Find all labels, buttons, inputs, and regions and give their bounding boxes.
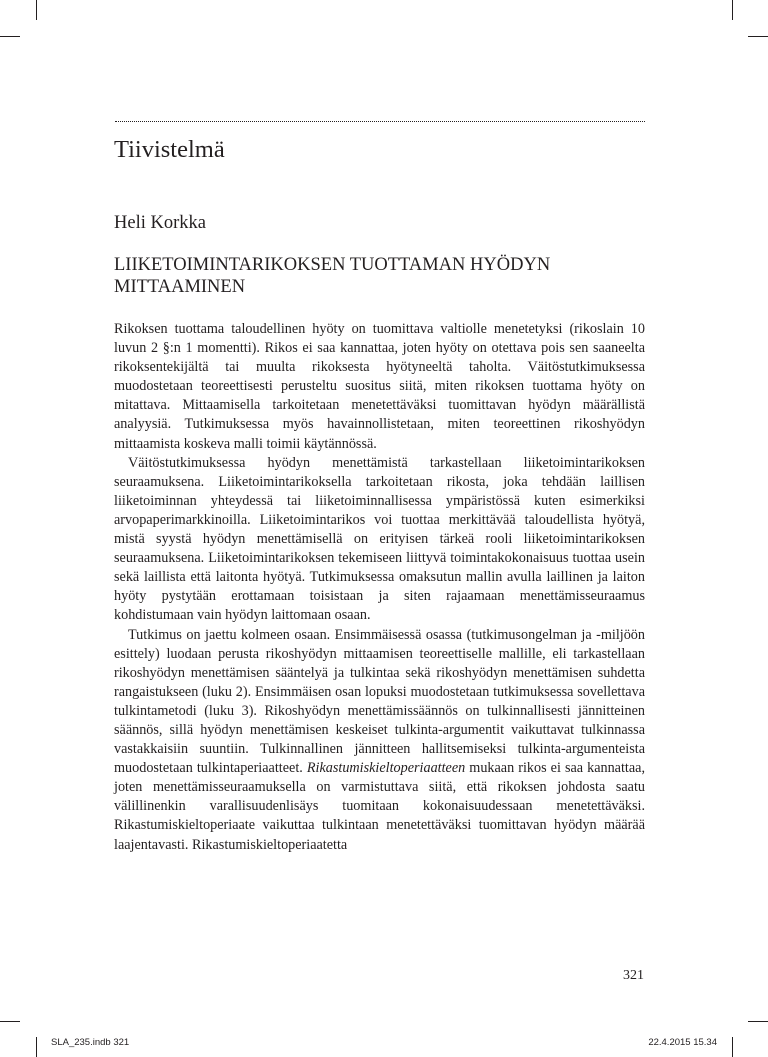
page-number: 321 xyxy=(623,968,644,983)
crop-mark-top-left-horizontal xyxy=(0,36,20,37)
crop-mark-top-right-vertical xyxy=(732,0,733,20)
paragraph-2: Väitöstutkimuksessa hyödyn menettämistä tarkastellaan liiketoimintarikoksen seuraamuksena. Liiketoimintarikoksella tarkoitetaan rikosta, joka tehdään laillisen liiketoiminnan yhteydessä tai liiketoiminnallisessa ympäristössä kuten esimerkiksi arvopaperimarkkinoilla. Liiketoimintarikos voi tuottaa merkittävää taloudellista hyötyä, mistä syystä hyödyn menettämisellä on erityisen tärkeä rooli liiketoimintarikoksen seuraamuksena. Liiketoimintarikoksen tekemiseen liittyvä toimintakokonaisuus tuottaa usein sekä laillista että laitonta hyötyä. Tutkimuksessa omaksutun mallin avulla laillinen ja laiton hyöty pystytään erottamaan toisistaan ja siten rajaamaan menettämisseuraamus kohdistumaan vain hyödyn laittomaan osaan. xyxy=(114,454,645,624)
paragraph-3-emphasis: Rikastumiskieltoperiaatteen xyxy=(306,760,466,777)
crop-mark-bottom-left-vertical xyxy=(36,1037,37,1057)
print-slug-filename: SLA_235.indb 321 xyxy=(51,1037,130,1048)
thesis-title: LIIKETOIMINTARIKOKSEN TUOTTAMAN HYÖDYN MITTAAMINEN xyxy=(114,255,551,297)
paragraph-3-text-before: Tutkimus on jaettu kolmeen osaan. Ensimmäisessä osassa (tutkimusongelman ja -miljöön esittely) luodaan perusta rikoshyödyn mittaamisen teoreettiselle mallille, eli tarkastellaan rikoshyödyn menettämisen sääntelyä ja tulkintaa sekä rikoshyödyn menettämisen suhdetta rangaistukseen (luku 2). Ensimmäisen osan lopuksi muodostetaan tutkimuksessa sovellettava tulkintametodi (luku 3). Rikoshyödyn menettämissäännös on tulkinnallisesti jännitteinen säännös, sillä hyödyn menettämisen keskeiset tulkinta-argumentit vaikuttavat tulkinnassa vastakkaisiin suuntiin. Tulkinnallinen jännitteen hallitsemiseksi tulkinta-argumenteista muodostetaan tulkintaperiaatteet. xyxy=(114,626,645,777)
crop-mark-bottom-right-horizontal xyxy=(748,1021,768,1022)
paragraph-1: Rikoksen tuottama taloudellinen hyöty on tuomittava valtiolle menetetyksi (rikoslain 10 luvun 2 §:n 1 momentti). Rikos ei saa kannattaa, joten hyöty on otettava pois sen saaneelta rikoksentekijältä tai muulta rikoksesta hyötyneeltä taholta. Väitöstutkimuksessa muodostetaan teoreettisesti perusteltu suositus siitä, miten rikoksen tuottama hyöty on mitattava. Mittaamisella tarkoitetaan menetettäväksi tuomittavan hyödyn määrällistä analyysiä. Tutkimuksessa myös havainnollistetaan, miten teoreettinen rikoshyödyn mittaamista koskeva malli toimii käytännössä. xyxy=(114,321,645,452)
paragraph-3 xyxy=(114,626,645,855)
author-name: Heli Korkka xyxy=(114,213,206,233)
section-title: Tiivistelmä xyxy=(114,136,225,163)
crop-mark-bottom-left-horizontal xyxy=(0,1021,20,1022)
crop-mark-bottom-right-vertical xyxy=(732,1037,733,1057)
section-divider xyxy=(115,121,645,122)
print-slug-timestamp: 22.4.2015 15.34 xyxy=(648,1037,717,1048)
paragraph-3-text-after: mukaan rikos ei saa kannattaa, joten menettämisseuraamuksella on varmistuttava siitä, että rikoksen johdosta saatu välillinenkin varallisuudenlisäys tuomitaan kokonaisuudessaan menetettäväksi. Rikastumiskieltoperiaate vaikuttaa tulkintaan menetettäväksi tuomittavan hyödyn määrää laajentavasti. Rikastumiskieltoperiaatetta xyxy=(114,760,646,853)
crop-mark-top-right-horizontal xyxy=(748,36,768,37)
crop-mark-top-left-vertical xyxy=(36,0,37,20)
abstract-body xyxy=(114,320,645,855)
